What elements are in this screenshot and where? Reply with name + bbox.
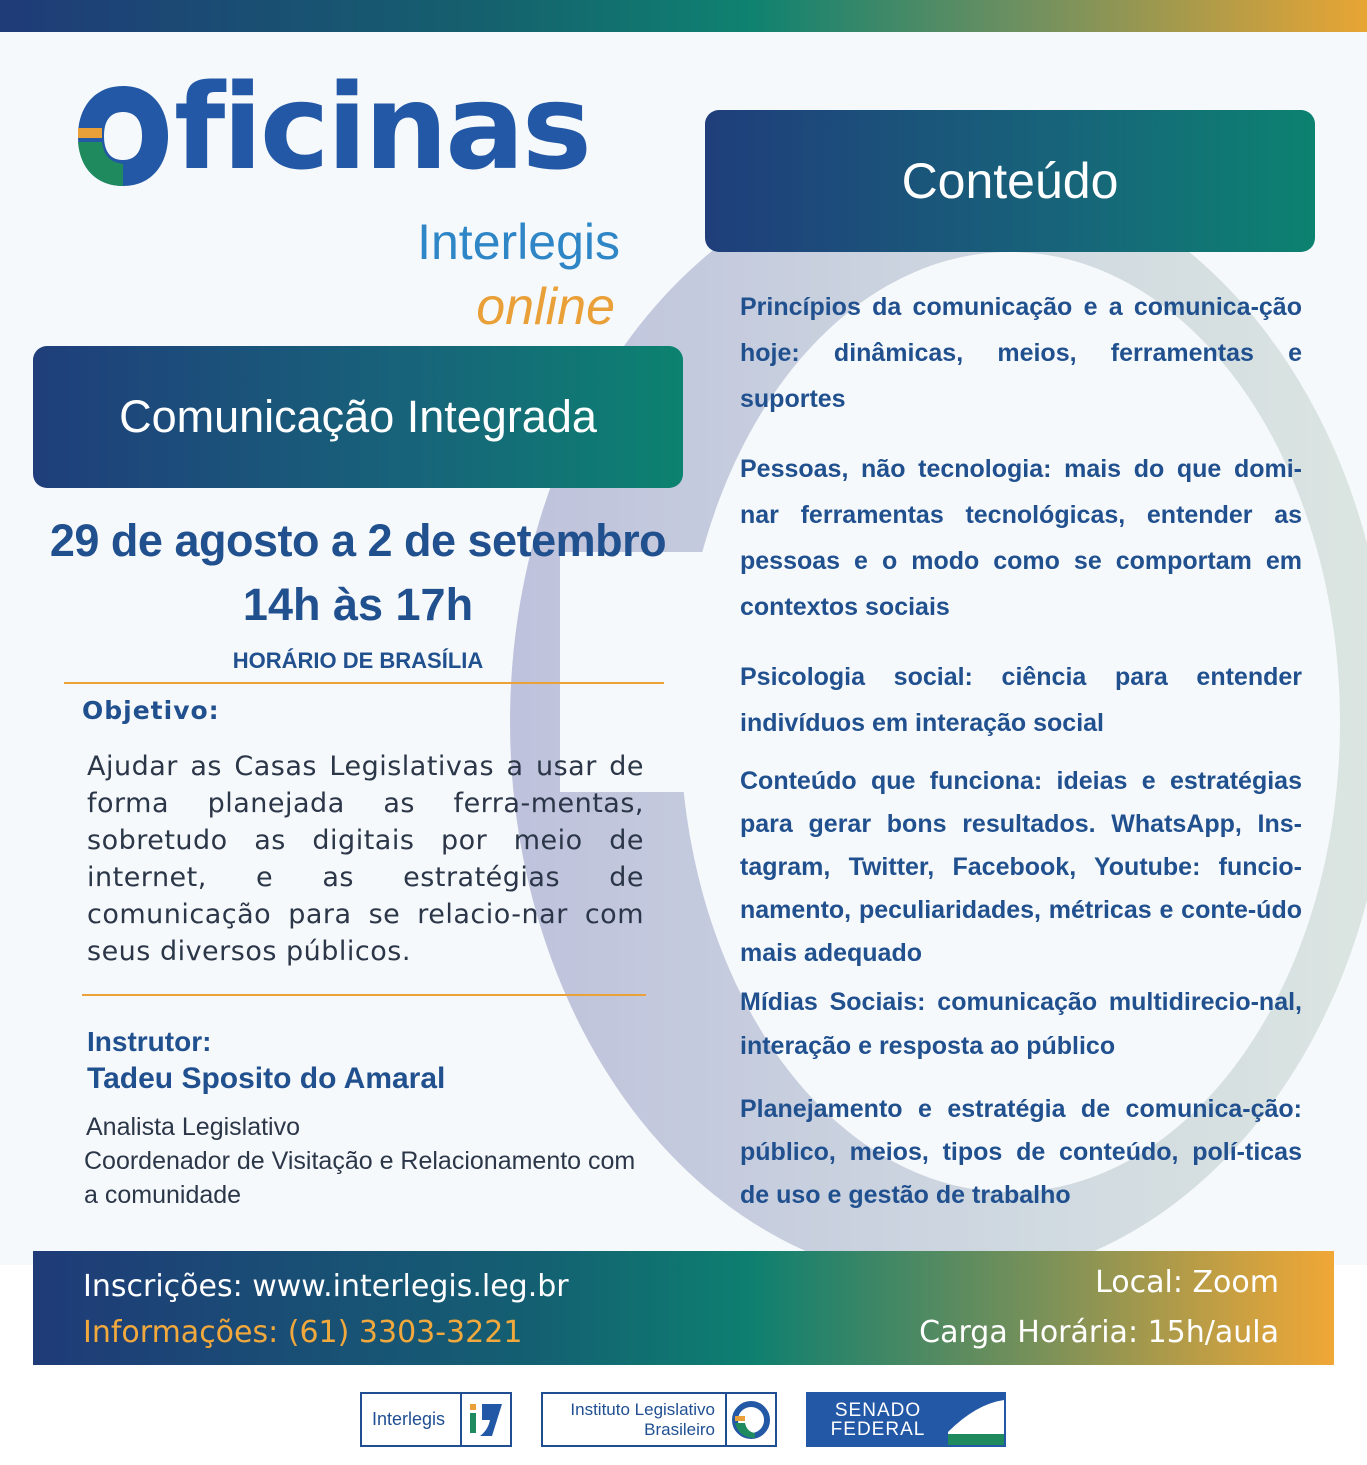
ilb-line1: Instituto Legislativo: [570, 1399, 715, 1419]
content-item: Psicologia social: ciência para entender indivíduos em interação social: [740, 663, 1302, 737]
senado-icon: [948, 1394, 1004, 1445]
interlegis-icon: [462, 1394, 510, 1445]
instructor-department: Coordenador de Visitação e Relacionamento com a comunidade: [84, 1147, 636, 1209]
ilb-partner-label: [543, 1400, 725, 1440]
senado-partner-label: [808, 1401, 948, 1439]
ilb-icon: [727, 1394, 775, 1445]
content-item: Conteúdo que funciona: ideias e estratégias para gerar bons resultados. WhatsApp, Ins-tagram, Twitter, Facebook, Youtube: funcio-namento, peculiaridades, métricas e conte-údo mais adequado: [740, 767, 1302, 967]
senado-line2: FEDERAL: [830, 1418, 926, 1440]
divider-bottom: [82, 994, 646, 996]
timezone-note: HORÁRIO DE BRASÍLIA: [232, 648, 484, 673]
information-phone: Informações: (61) 3303-3221: [83, 1315, 523, 1350]
logo-wordmark: ficinas: [174, 58, 590, 196]
workload-text: Carga Horária: 15h/aula: [919, 1315, 1279, 1350]
time-range: 14h às 17h: [242, 579, 474, 630]
content-item: Princípios da comunicação e a comunica-ção hoje: dinâmicas, meios, ferramentas e suportes: [740, 293, 1302, 413]
instructor-label: Instrutor:: [87, 1026, 212, 1057]
footer-bar: [33, 1251, 1334, 1365]
senado-partner-logo: [806, 1392, 1006, 1447]
interlegis-partner-label: Interlegis: [372, 1409, 446, 1429]
objective-label: Objetivo:: [82, 696, 220, 725]
ilb-line2: Brasileiro: [644, 1419, 715, 1439]
registration-link[interactable]: Inscrições: www.interlegis.leg.br: [83, 1269, 569, 1304]
interlegis-partner-logo: [360, 1392, 512, 1447]
instructor-role: Analista Legislativo: [86, 1113, 301, 1141]
logo-subtitle: Interlegis: [417, 214, 620, 270]
course-title: Comunicação Integrada: [119, 391, 597, 442]
senado-line1: SENADO: [834, 1399, 922, 1421]
content-title-banner: [705, 110, 1315, 252]
top-gradient-bar: [0, 0, 1367, 32]
date-range: 29 de agosto a 2 de setembro: [49, 515, 667, 566]
logo-tagline: online: [476, 278, 615, 336]
divider-top: [64, 682, 664, 684]
objective-text: Ajudar as Casas Legislativas a usar de forma planejada as ferra-mentas, sobretudo as digitais por meio de internet, e as estratégias de comunicação para se relacio-nar com seus diversos públicos.: [87, 751, 644, 967]
instructor-name: Tadeu Sposito do Amaral: [87, 1062, 446, 1095]
content-item: Pessoas, não tecnologia: mais do que domi-nar ferramentas tecnológicas, entender as pessoas e o modo como se comportam em contextos sociais: [740, 455, 1302, 621]
content-title: Conteúdo: [901, 153, 1119, 209]
content-item: Planejamento e estratégia de comunica-ção: público, meios, tipos de conteúdo, polí-ticas de uso e gestão de trabalho: [740, 1095, 1302, 1209]
location-text: Local: Zoom: [1095, 1265, 1279, 1300]
oficinas-o-logo-icon: [74, 82, 172, 190]
ilb-partner-logo: [541, 1392, 777, 1447]
course-title-banner: [33, 346, 683, 488]
content-item: Mídias Sociais: comunicação multidirecio-nal, interação e resposta ao público: [740, 988, 1302, 1060]
